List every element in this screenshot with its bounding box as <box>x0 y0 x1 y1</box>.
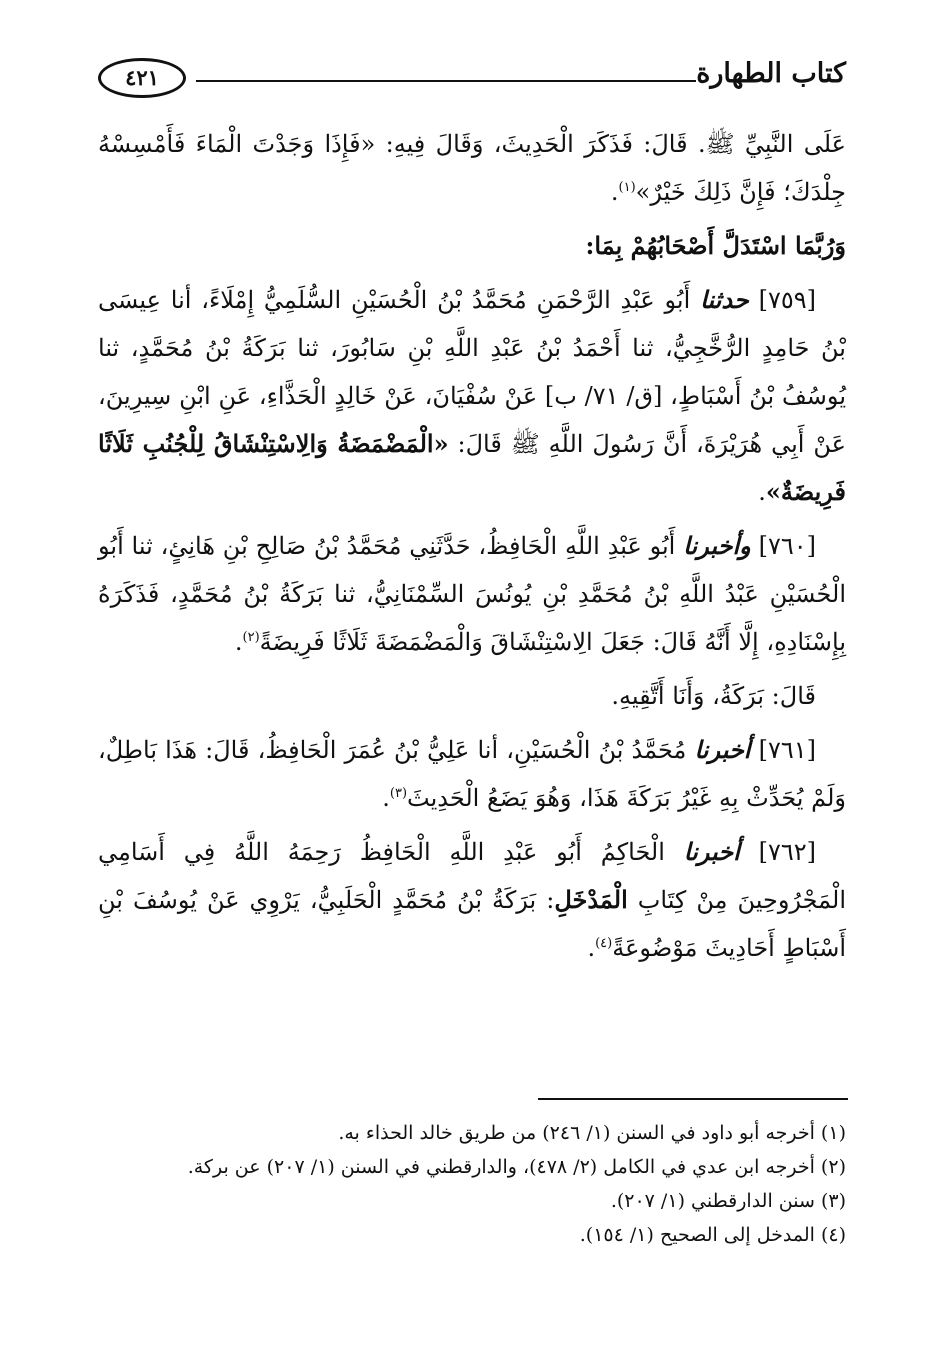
hadith-762 <box>98 828 846 972</box>
comment-text: قَالَ: بَرَكَةُ، وَأَنَا أَتَّقِيهِ. <box>611 682 816 710</box>
header-rule <box>196 80 696 82</box>
hadith-760 <box>98 522 846 666</box>
footnote-separator <box>538 1098 848 1100</box>
narration-lead: وأخبرنا <box>683 531 751 560</box>
narration-lead: حدثنا <box>700 285 749 314</box>
hadith-761 <box>98 726 846 822</box>
heading-text: وَرُبَّمَا اسْتَدَلَّ أَصْحَابُهُمْ بِمَا: <box>585 231 846 260</box>
section-heading <box>98 222 846 270</box>
hadith-760-comment <box>98 672 846 720</box>
punctuation: . <box>382 784 390 812</box>
footnote-1: (١) أخرجه أبو داود في السنن (١/ ٢٤٦) من طريق خالد الحذاء به. <box>338 1122 846 1144</box>
hadith-number: [٧٦١] <box>758 736 816 764</box>
hadith-759 <box>98 276 846 516</box>
hadith-text-continued: : بَرَكَةُ بْنُ مُحَمَّدٍ الْحَلَبِيُّ، يَرْوِي عَنْ يُوسُفَ بْنِ أَسْبَاطٍ أَحَادِيثَ مَوْضُوعَةً <box>98 886 846 962</box>
main-text <box>98 120 846 978</box>
punctuation: . <box>587 934 596 962</box>
footnotes <box>98 1116 846 1252</box>
narration-lead: أخبرنا <box>694 735 751 764</box>
page-header <box>98 52 846 108</box>
footnote-ref: (٢) <box>242 630 260 645</box>
book-reference: الْمَدْخَلِ <box>554 885 628 914</box>
punctuation: . <box>234 628 243 656</box>
footnote-ref: (١) <box>618 180 636 195</box>
punctuation: . <box>758 478 766 506</box>
narration-lead: أخبرنا <box>683 837 740 866</box>
hadith-text: أَبُو عَبْدِ اللَّهِ الْحَافِظُ، حَدَّثَنِي مُحَمَّدُ بْنُ صَالِحِ بْنِ هَانِئٍ، ثنا أَبُو الْحُسَيْنِ عَبْدُ اللَّهِ بْنُ مُحَمَّدِ بْنِ يُونُسَ السِّمْنَانِيُّ، ثنا بَرَكَةُ بْنُ مُحَمَّدٍ، فَذَكَرَهُ بِإِسْنَادِهِ، إِلَّا أَنَّهُ قَالَ: جَعَلَ الِاسْتِنْشَاقَ وَالْمَضْمَضَةَ ثَلَاثًا فَرِيضَةً <box>98 532 846 656</box>
hadith-number: [٧٦٢] <box>758 838 816 866</box>
running-title: كتاب الطهارة <box>696 58 846 89</box>
footnote-4: (٤) المدخل إلى الصحيح (١/ ١٥٤). <box>579 1224 846 1246</box>
page-number: ٤٢١ <box>98 58 186 98</box>
paragraph-continuation <box>98 120 846 216</box>
footnote-ref: (٣) <box>389 786 408 801</box>
footnote-2: (٢) أخرجه ابن عدي في الكامل (٢/ ٤٧٨)، والدارقطني في السنن (١/ ٢٠٧) عن بركة. <box>187 1156 846 1178</box>
footnote-3: (٣) سنن الدارقطني (١/ ٢٠٧). <box>610 1190 846 1212</box>
paragraph-text: عَلَى النَّبِيِّ ﷺ. قَالَ: فَذَكَرَ الْحَدِيثَ، وَقَالَ فِيهِ: «فَإِذَا وَجَدْتَ الْمَاءَ فَأَمْسِسْهُ جِلْدَكَ؛ فَإِنَّ ذَلِكَ خَيْرٌ» <box>98 130 846 206</box>
hadith-number: [٧٥٩] <box>758 286 816 314</box>
hadith-text: الْحَاكِمُ أَبُو عَبْدِ اللَّهِ الْحَافِظُ رَحِمَهُ اللَّهُ فِي أَسَامِي الْمَجْرُوحِينَ مِنْ كِتَابِ <box>98 838 846 914</box>
punctuation: . <box>610 178 619 206</box>
hadith-text: مُحَمَّدُ بْنُ الْحُسَيْنِ، أنا عَلِيُّ بْنُ عُمَرَ الْحَافِظُ، قَالَ: هَذَا بَاطِلٌ، وَلَمْ يُحَدِّثْ بِهِ غَيْرُ بَرَكَةَ هَذَا، وَهُوَ يَضَعُ الْحَدِيثَ <box>98 736 846 812</box>
prophetic-quote: «الْمَضْمَضَةُ وَالِاسْتِنْشَاقُ لِلْجُنُبِ ثَلَاثًا فَرِيضَةٌ» <box>98 429 846 506</box>
hadith-number: [٧٦٠] <box>758 532 816 560</box>
hadith-text: أَبُو عَبْدِ الرَّحْمَنِ مُحَمَّدُ بْنُ الْحُسَيْنِ السُّلَمِيُّ إِمْلَاءً، أنا عِيسَى بْنُ حَامِدٍ الرُّخَّجِيُّ، ثنا أَحْمَدُ بْنُ عَبْدِ اللَّهِ بْنِ سَابُورَ، ثنا بَرَكَةُ بْنُ مُحَمَّدٍ، ثنا يُوسُفُ بْنُ أَسْبَاطٍ، [ق/ ٧١/ ب] عَنْ سُفْيَانَ، عَنْ خَالِدٍ الْحَذَّاءِ، عَنِ ابْنِ سِيرِينَ، عَنْ أَبِي هُرَيْرَةَ، أَنَّ رَسُولَ اللَّهِ ﷺ قَالَ: <box>98 286 846 458</box>
footnote-ref: (٤) <box>595 936 613 951</box>
